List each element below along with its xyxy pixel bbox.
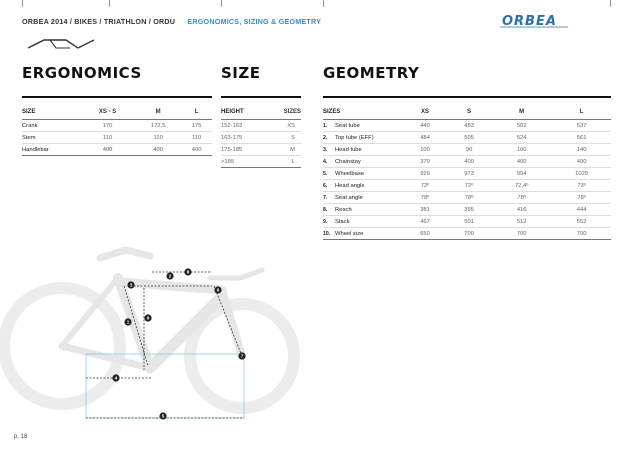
cell (323, 156, 403, 168)
row-number: 4. (323, 158, 328, 165)
row-number: 3. (323, 146, 328, 153)
cell (323, 192, 403, 204)
row-label: Seat angle (335, 194, 363, 201)
cell: 416 (491, 204, 552, 216)
cell: 72º (447, 180, 491, 192)
size-table (221, 105, 301, 168)
cell: 929 (403, 168, 447, 180)
ergonomics-title: ERGONOMICS (22, 64, 142, 82)
cell: 163-175 (221, 132, 266, 144)
cell: 172,5 (135, 120, 181, 132)
cell: 110 (181, 132, 212, 144)
cell: 100 (491, 144, 552, 156)
cell: 467 (403, 216, 447, 228)
row-number: 2. (323, 134, 328, 141)
column-header: SIZE (22, 105, 80, 120)
size-title: SIZE (221, 64, 261, 82)
divider (221, 96, 301, 98)
cell: 512 (491, 216, 552, 228)
table-row (323, 144, 611, 156)
table-row (323, 156, 611, 168)
cell: Handlebar (22, 144, 80, 156)
table-row (221, 120, 301, 132)
table-row (323, 132, 611, 144)
column-header: M (135, 105, 181, 120)
row-number: 7. (323, 194, 328, 201)
marker-label: 2 (168, 273, 172, 279)
cell (323, 132, 403, 144)
row-number: 5. (323, 170, 328, 177)
cell: 650 (403, 228, 447, 240)
table-row (323, 180, 611, 192)
tick-mark (221, 0, 222, 7)
page-number: p. 18 (14, 434, 28, 440)
tick-mark (109, 0, 110, 7)
row-number: 1. (323, 122, 328, 129)
marker-label: 7 (240, 353, 244, 359)
row-label: Top tube (EFF) (335, 134, 374, 141)
cell (323, 216, 403, 228)
cell: 400 (181, 144, 212, 156)
cell: 90 (447, 144, 491, 156)
marker-label: 9 (146, 315, 150, 321)
cell: 73º (552, 180, 611, 192)
cell: 175-185 (221, 144, 266, 156)
row-label: Seat tube (335, 122, 360, 129)
cell: 395 (447, 204, 491, 216)
column-header: HEIGHT (221, 105, 266, 120)
orbea-logo (498, 10, 608, 30)
table-row (323, 216, 611, 228)
cell: 484 (403, 132, 447, 144)
cell: 400 (491, 156, 552, 168)
cell: L (266, 156, 301, 168)
table-row (221, 156, 301, 168)
cell: 700 (447, 228, 491, 240)
cell: 400 (552, 156, 611, 168)
top-tick-marks (0, 0, 638, 8)
cell: 505 (447, 132, 491, 144)
row-label: Chainstay (335, 158, 361, 165)
cell: 400 (447, 156, 491, 168)
table-row (22, 144, 212, 156)
column-header: L (552, 105, 611, 120)
table-row (22, 120, 212, 132)
breadcrumb-path: ORBEA 2014 / BIKES / TRIATHLON / ORDU (22, 17, 176, 26)
bike-geometry-diagram (0, 238, 300, 428)
cell: Stem (22, 132, 80, 144)
cell: 700 (552, 228, 611, 240)
column-header: SIZES (266, 105, 301, 120)
table-row (221, 132, 301, 144)
tick-mark (610, 0, 611, 7)
tick-mark (22, 0, 23, 7)
row-label: Head angle (335, 182, 365, 189)
divider (22, 96, 212, 98)
row-label: Head tube (335, 146, 362, 153)
cell: XS (266, 120, 301, 132)
cell: S (266, 132, 301, 144)
cell: 72º (403, 180, 447, 192)
cell: 175 (181, 120, 212, 132)
table-row (323, 192, 611, 204)
cell: 110 (135, 132, 181, 144)
marker-label: 8 (186, 269, 190, 275)
cell: 381 (403, 204, 447, 216)
tick-mark (323, 0, 324, 7)
row-number: 10. (323, 230, 331, 237)
cell: 400 (80, 144, 135, 156)
cell (323, 204, 403, 216)
cell: 78º (403, 192, 447, 204)
marker-label: 1 (126, 319, 130, 325)
cell: 1029 (552, 168, 611, 180)
cell (323, 168, 403, 180)
row-label: Reach (335, 206, 352, 213)
cell: 973 (447, 168, 491, 180)
column-header: S (447, 105, 491, 120)
row-label: Stack (335, 218, 350, 225)
marker-label: 5 (161, 413, 165, 419)
cell: 537 (552, 120, 611, 132)
cell: 400 (135, 144, 181, 156)
cell: 110 (80, 132, 135, 144)
cell (323, 144, 403, 156)
cell: 78º (491, 192, 552, 204)
cell: 994 (491, 168, 552, 180)
table-row (323, 228, 611, 240)
row-number: 8. (323, 206, 328, 213)
cell: 170 (80, 120, 135, 132)
cell: 78º (447, 192, 491, 204)
column-header: L (181, 105, 212, 120)
cell: 502 (491, 120, 552, 132)
table-row (22, 132, 212, 144)
column-header: SIZES (323, 105, 403, 120)
marker-label: 4 (114, 375, 118, 381)
cell (323, 120, 403, 132)
cell: 552 (552, 216, 611, 228)
table-row (221, 144, 301, 156)
cell (323, 228, 403, 240)
cell: Crank (22, 120, 80, 132)
cell: M (266, 144, 301, 156)
breadcrumb-section: ERGONOMICS, SIZING & GEOMETRY (187, 17, 322, 26)
cell: 152-163 (221, 120, 266, 132)
cell: 72,4º (491, 180, 552, 192)
row-label: Wheelbase (335, 170, 365, 177)
breadcrumb (22, 17, 321, 26)
cell: 370 (403, 156, 447, 168)
column-header: M (491, 105, 552, 120)
cell: 524 (491, 132, 552, 144)
marker-label: 6 (216, 287, 220, 293)
cell (323, 180, 403, 192)
cell: 100 (403, 144, 447, 156)
table-row (323, 120, 611, 132)
cell: 444 (552, 204, 611, 216)
row-label: Wheel size (335, 230, 364, 237)
table-row (323, 168, 611, 180)
cell: 561 (552, 132, 611, 144)
cell: 440 (403, 120, 447, 132)
row-number: 9. (323, 218, 328, 225)
svg-text:ORBEA: ORBEA (502, 14, 557, 29)
cell: 501 (447, 216, 491, 228)
column-header: XS - S (80, 105, 135, 120)
cell: 140 (552, 144, 611, 156)
cell: 700 (491, 228, 552, 240)
marker-label: 3 (129, 282, 133, 288)
geometry-title: GEOMETRY (323, 64, 420, 82)
table-row (323, 204, 611, 216)
cell: 78º (552, 192, 611, 204)
cell: >185 (221, 156, 266, 168)
row-number: 6. (323, 182, 328, 189)
ergonomics-table (22, 105, 212, 156)
column-header: XS (403, 105, 447, 120)
bike-silhouette-icon (26, 36, 96, 52)
cell: 483 (447, 120, 491, 132)
divider (323, 96, 611, 98)
geometry-table (323, 105, 611, 240)
